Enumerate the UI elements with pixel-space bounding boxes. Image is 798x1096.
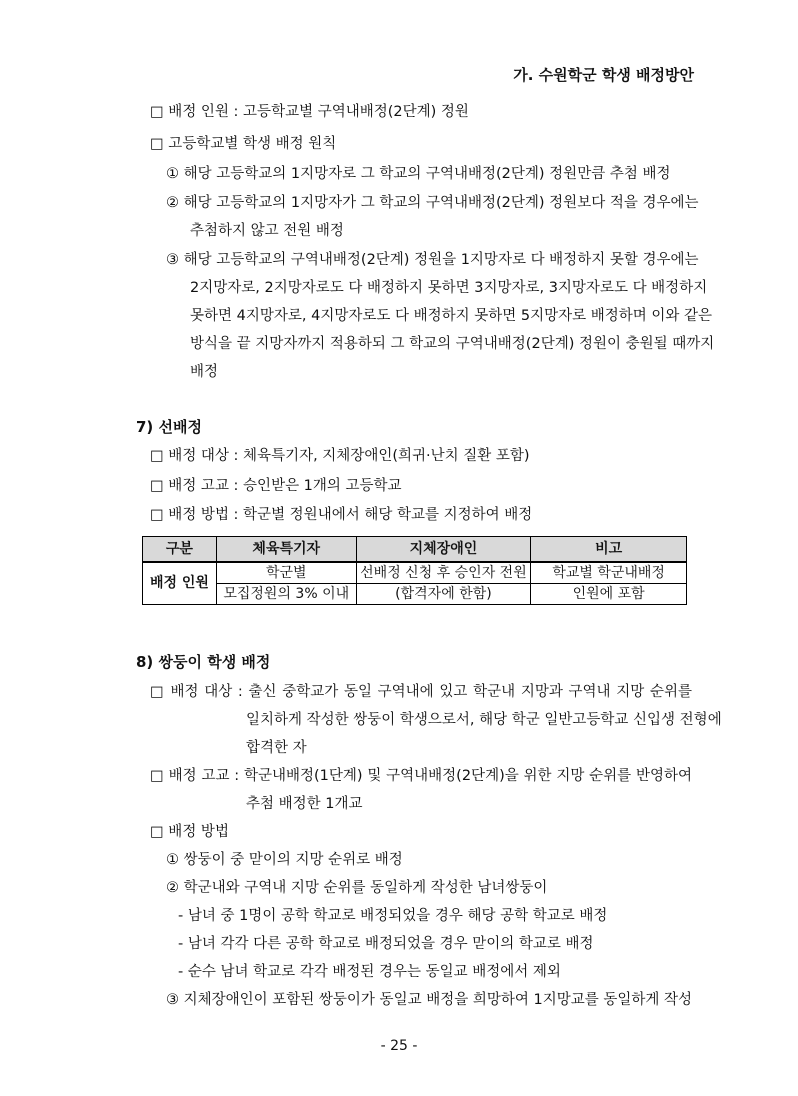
principle-item-3-cont-4: 배정 [190,364,219,380]
principle-item-2-cont: 추첨하지 않고 전원 배정 [190,223,344,239]
principle-item-3-cont-3: 방식을 끝 지망자까지 적용하되 그 학교의 구역내배정(2단계) 정원이 충원될 때까지 [190,336,715,352]
table-header-remarks: 비고 [531,537,687,563]
pre-allocation-table [142,536,687,605]
twins-method-item-2: ② 학군내와 구역내 지망 순위를 동일하게 작성한 남녀쌍둥이 [166,880,548,896]
table-cell: 모집정원의 3% 이내 [216,584,356,605]
table-header-row [143,537,687,563]
table-cell: (합격자에 한함) [356,584,531,605]
section-8-heading: 8) 쌍둥이 학생 배정 [136,653,271,671]
table-row [143,584,687,605]
allocation-principle-heading: □ 고등학교별 학생 배정 원칙 [150,136,337,152]
principle-item-3-cont-2: 못하면 4지망자로, 4지망자로도 다 배정하지 못하면 5지망자로 배정하며 이와 같은 [190,308,712,324]
principle-item-3-cont-1: 2지망자로, 2지망자로도 다 배정하지 못하면 3지망자로, 3지망자로도 다 배정하지 [190,280,708,296]
principle-item-1: ① 해당 고등학교의 1지망자로 그 학교의 구역내배정(2단계) 정원만큼 추첨 배정 [166,166,671,182]
table-cell: 학교별 학군내배정 [531,562,687,584]
pre-allocation-school: □ 배정 고교 : 승인받은 1개의 고등학교 [150,478,402,494]
twins-school-cont: 추첨 배정한 1개교 [246,796,363,812]
pre-allocation-method: □ 배정 방법 : 학군별 정원내에서 해당 학교를 지정하여 배정 [150,507,533,523]
table-cell: 선배정 신청 후 승인자 전원 [356,562,531,584]
page-header-title: 가. 수원학군 학생 배정방안 [513,66,694,84]
table-cell: 인원에 포함 [531,584,687,605]
table-cell: 학군별 [216,562,356,584]
twins-target-cont-1: 일치하게 작성한 쌍둥이 학생으로서, 해당 학군 일반고등학교 신입생 전형에 [246,712,722,728]
table-header-category: 구분 [143,537,217,563]
allocation-count-line: □ 배정 인원 : 고등학교별 구역내배정(2단계) 정원 [150,104,469,120]
principle-item-2: ② 해당 고등학교의 1지망자가 그 학교의 구역내배정(2단계) 정원보다 적을 경우에는 [166,195,699,211]
twins-method-sub-1: - 남녀 중 1명이 공학 학교로 배정되었을 경우 해당 공학 학교로 배정 [178,908,608,924]
table-header-athletes: 체육특기자 [216,537,356,563]
twins-method-heading: □ 배정 방법 [150,824,229,840]
table-row [143,562,687,584]
twins-method-sub-2: - 남녀 각각 다른 공학 학교로 배정되었을 경우 맏이의 학교로 배정 [178,936,594,952]
twins-method-sub-3: - 순수 남녀 학교로 각각 배정된 경우는 동일교 배정에서 제외 [178,964,561,980]
twins-target-cont-2: 합격한 자 [246,740,307,756]
twins-target: □ 배정 대상 : 출신 중학교가 동일 구역내에 있고 학군내 지망과 구역내 지망 순위를 [150,684,692,700]
principle-item-3: ③ 해당 고등학교의 구역내배정(2단계) 정원을 1지망자로 다 배정하지 못할 경우에는 [166,252,699,268]
pre-allocation-target: □ 배정 대상 : 체육특기자, 지체장애인(희귀·난치 질환 포함) [150,448,530,464]
section-7-heading: 7) 선배정 [136,418,202,436]
table-row-label: 배정 인원 [143,562,217,605]
page-number: - 25 - [380,1038,418,1054]
twins-method-item-3: ③ 지체장애인이 포함된 쌍둥이가 동일교 배정을 희망하여 1지망교를 동일하게 작성 [166,992,692,1008]
table-header-disabled: 지체장애인 [356,537,531,563]
twins-school: □ 배정 고교 : 학군내배정(1단계) 및 구역내배정(2단계)을 위한 지망 순위를 반영하여 [150,768,692,784]
twins-method-item-1: ① 쌍둥이 중 맏이의 지망 순위로 배정 [166,852,403,868]
